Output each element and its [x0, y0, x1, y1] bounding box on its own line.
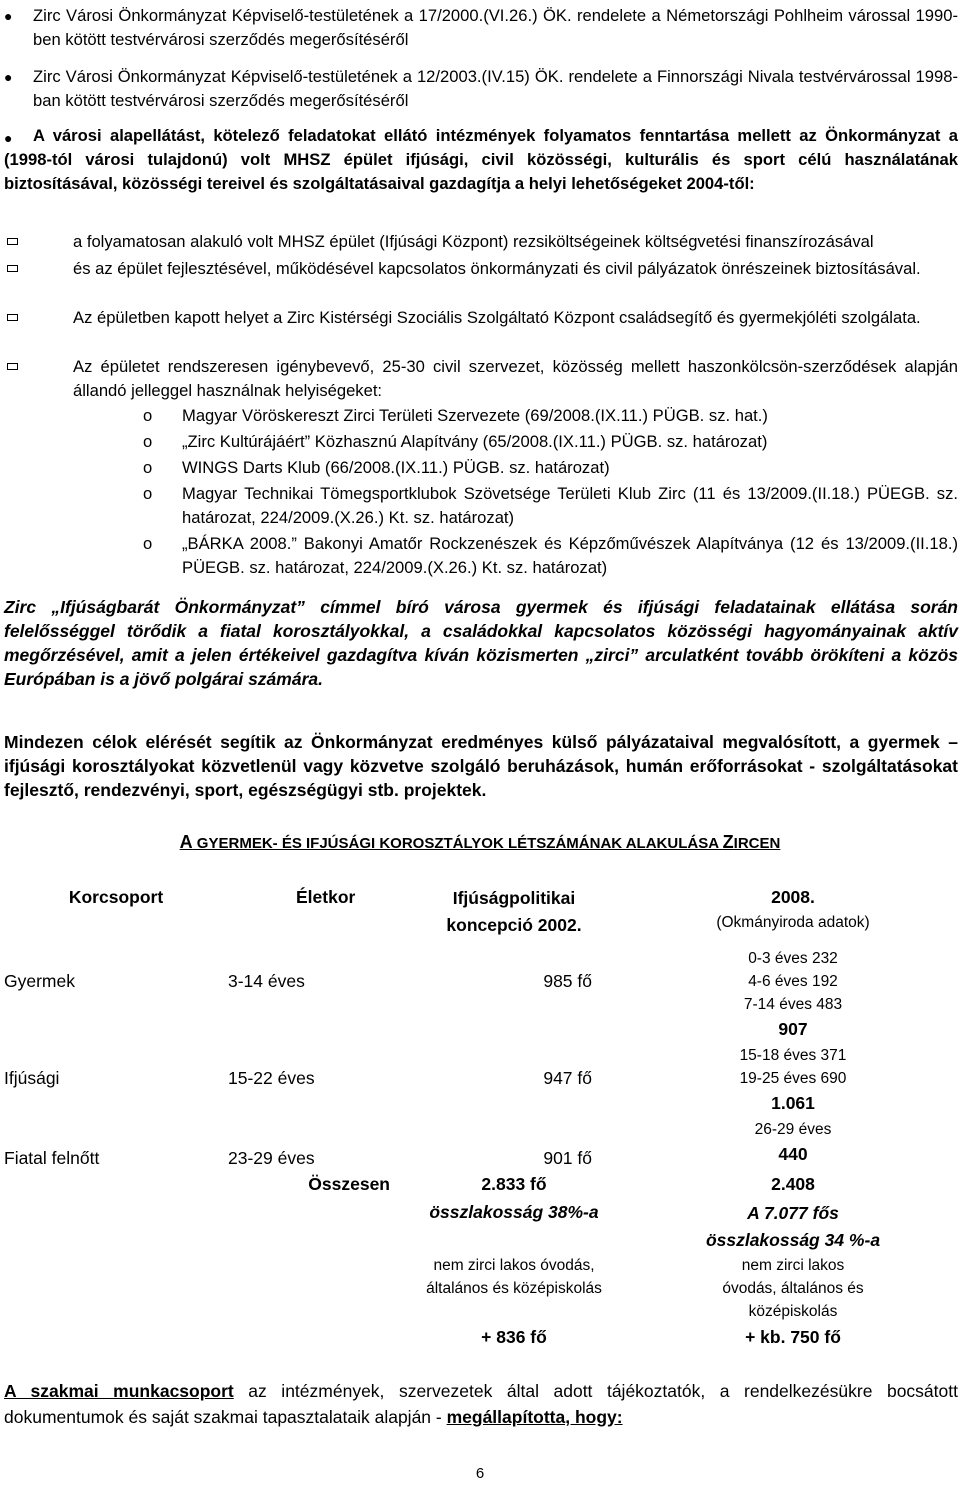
table-header-row	[4, 877, 958, 939]
org-item-5: „BÁRKA 2008.” Bakonyi Amatőr Rockzenészek és Képzőművészek Alapítványa (12 és 13/2009.(II.18.) PÜEGB. sz. határozat, 224/2009.(X.26.) Kt. sz. határozat)	[182, 534, 958, 577]
finding-label: megállapította, hogy:	[446, 1407, 623, 1427]
extra-2008: + kb. 750 fő	[745, 1327, 841, 1347]
bullet-item-1: Zirc Városi Önkormányzat Képviselő-testületének a 17/2000.(VI.26.) ÖK. rendelete a Németországi Pohlheim várossal 1990-ben kötött testvérvárosi szerződés megerősítéséről	[33, 6, 958, 49]
table-row	[4, 939, 958, 1042]
sub-item-2: és az épület fejlesztésével, működésével kapcsolatos önkormányzati és civil pályázatok önrészeinek biztosításával.	[73, 259, 921, 278]
ratio-concept: összlakosság 38%-a	[429, 1202, 599, 1222]
org-item-4: Magyar Technikai Tömegsportklubok Szövetsége Területi Klub Zirc (11 és 13/2009.(II.18.) PÜEGB. sz. határozat, 224/2009.(X.26.) Kt. sz. határozat)	[182, 484, 958, 527]
table-ratio-row	[4, 1196, 958, 1254]
table-note-row	[4, 1254, 958, 1323]
extra-concept: + 836 fő	[481, 1327, 547, 1347]
bullet-item-2: Zirc Városi Önkormányzat Képviselő-testületének a 12/2003.(IV.15) ÖK. rendelete a Finnországi Nivala testvérvárossal 1998-ban kötött testvérvárosi szerződés megerősítéséről	[33, 67, 958, 110]
sum-2008: 2.408	[771, 1174, 815, 1194]
org-item-1: Magyar Vöröskereszt Zirci Területi Szervezete (69/2008.(IX.11.) PÜGB. sz. hat.)	[182, 406, 768, 425]
cell-concept: 901 fő	[543, 1148, 592, 1168]
header-concept: Ifjúságpolitikai koncepció 2002.	[446, 888, 582, 935]
sub-item-1: a folyamatosan alakuló volt MHSZ épület (Ifjúsági Központ) rezsiköltségeinek költségvetési finanszírozásával	[73, 232, 874, 251]
table-extra-row	[4, 1323, 958, 1349]
sum-concept: 2.833 fő	[481, 1174, 547, 1194]
cell-age: 3-14 éves	[228, 971, 305, 991]
cell-2008: 26-29 éves 440	[754, 1121, 832, 1164]
square-bullet-icon	[7, 363, 18, 370]
bullet-dot-icon: ●	[4, 8, 13, 24]
square-bullet-icon	[7, 265, 18, 272]
square-bullet-icon	[7, 238, 18, 245]
table-title: A GYERMEK- ÉS IFJÚSÁGI KOROSZTÁLYOK LÉTSZÁMÁNAK ALAKULÁSA ZIRCEN	[179, 832, 781, 852]
header-age: Életkor	[296, 887, 356, 907]
table-row	[4, 1116, 958, 1170]
org-marker: o	[143, 484, 153, 503]
bullet-item-3	[4, 124, 958, 196]
cell-2008: 0-3 éves 232 4-6 éves 192 7-14 éves 483 907	[743, 950, 843, 1039]
age-group-table	[4, 877, 958, 1349]
cell-group: Gyermek	[4, 971, 75, 991]
header-2008: 2008. (Okmányiroda adatok)	[716, 887, 870, 931]
header-group: Korcsoport	[68, 887, 164, 907]
org-marker: o	[143, 432, 153, 451]
ratio-2008: A 7.077 fős összlakosság 34 %-a	[705, 1203, 881, 1250]
page-number: 6	[475, 1465, 485, 1482]
paragraph-projects: Mindezen célok elérését segítik az Önkormányzat eredményes külső pályázataival megvalósított, a gyermek – ifjúsági korosztályokat közvetlenül vagy közvetve szolgáló beruházások, humán erőforrásokat - szolgáltatásokat fejlesztő, rendezvényi, sport, egészségügyi stb. projektek.	[4, 732, 958, 800]
sub-item-3: Az épületben kapott helyet a Zirc Kistérségi Szociális Szolgáltató Központ családsegítő és gyermekjóléti szolgálata.	[73, 308, 921, 327]
bullet-item-3-text: A városi alapellátást, kötelező feladatokat ellátó intézmények folyamatos fenntartása mellett az Önkormányzat a (1998-tól városi tulajdonú) volt MHSZ épület ifjúsági, civil közösségi, kulturális és sport célú használatának biztosításával, közösségi tereivel és szolgáltatásaival gazdagítja a helyi lehetőségeket 2004-től:	[4, 126, 958, 193]
bullet-dot-icon: ●	[4, 69, 13, 85]
table-row	[4, 1042, 958, 1116]
cell-2008: 15-18 éves 371 19-25 éves 690 1.061	[739, 1047, 847, 1113]
cell-concept: 985 fő	[543, 971, 592, 991]
cell-age: 15-22 éves	[228, 1068, 315, 1088]
org-marker: o	[143, 458, 153, 477]
org-item-2: „Zirc Kultúrájáért” Közhasznú Alapítvány (65/2008.(IX.11.) PÜGB. sz. határozat)	[182, 432, 768, 451]
note-concept: nem zirci lakos óvodás, általános és középiskolás	[426, 1257, 602, 1297]
paragraph-youth-friendly: Zirc „Ifjúságbarát Önkormányzat” címmel bíró városa gyermek és ifjúsági feladatainak ellátása során felelősséggel törődik a fiatal korosztályokkal, a családokkal kapcsolatos közösségi hagyományainak aktív megőrzésével, amit a jelen értékeivel gazdagítva kíván közismerten „zirci” arculatként tovább örökíteni a közös Európában is a jövő polgárai számára.	[4, 597, 958, 689]
org-marker: o	[143, 534, 153, 553]
cell-group: Ifjúsági	[4, 1068, 60, 1088]
note-2008: nem zirci lakos óvodás, általános és középiskolás	[722, 1257, 864, 1320]
sum-label: Összesen	[308, 1174, 390, 1194]
org-marker: o	[143, 406, 153, 425]
cell-group: Fiatal felnőtt	[4, 1148, 100, 1168]
closing-paragraph: A szakmai munkacsoport az intézmények, szervezetek által adott tájékoztatók, a rendelkezésükre bocsátott dokumentumok és saját szakmai tapasztalataik alapján - megállapította, hogy:	[4, 1381, 958, 1427]
cell-age: 23-29 éves	[228, 1148, 315, 1168]
table-sum-row	[4, 1170, 958, 1196]
working-group-label: A szakmai munkacsoport	[4, 1381, 234, 1401]
cell-concept: 947 fő	[543, 1068, 592, 1088]
bullet-dot-icon: ●	[4, 130, 13, 146]
square-bullet-icon	[7, 314, 18, 321]
sub-item-4: Az épületet rendszeresen igénybevevő, 25-30 civil szervezet, közösség mellett haszonkölcsön-szerződések alapján állandó jelleggel használnak helyiségeket:	[73, 357, 958, 400]
org-item-3: WINGS Darts Klub (66/2008.(IX.11.) PÜGB. sz. határozat)	[182, 458, 610, 477]
